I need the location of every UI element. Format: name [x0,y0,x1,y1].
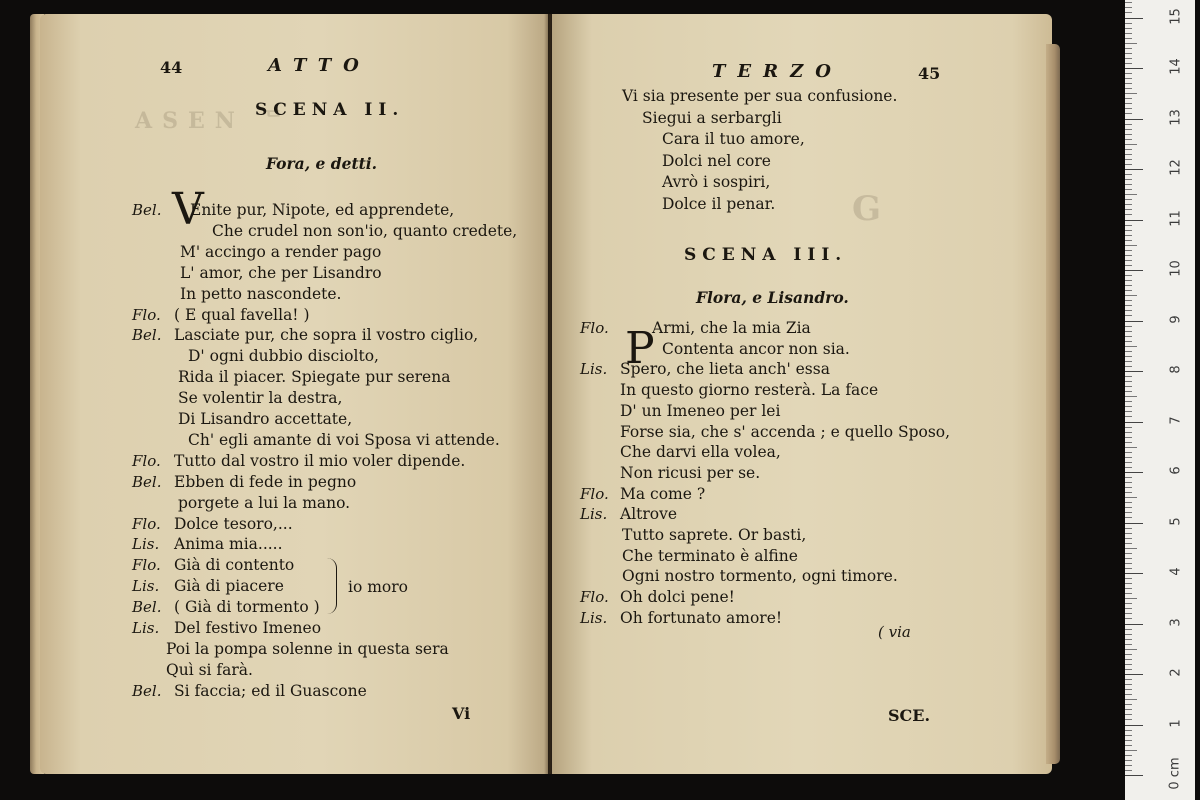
ruler-tick [1125,482,1132,483]
ruler-tick [1125,295,1137,296]
verse-line: Che darvi ella volea, [620,443,781,462]
ruler-tick [1125,462,1132,463]
speaker-label: Bel. [132,598,162,617]
ruler-tick [1125,760,1132,761]
ruler-tick [1125,704,1132,705]
ruler-tick [1125,255,1132,256]
ruler-tick [1125,659,1132,660]
ruler-tick [1125,134,1132,135]
verse-line: Che crudel non son'io, quanto credete, [212,221,518,240]
speaker-label: Lis. [580,505,608,524]
ruler-tick [1125,371,1143,372]
ruler-tick [1125,124,1132,125]
stage-direction: Flora, e Lisandro. [696,288,849,307]
ruler-tick [1125,588,1132,589]
ruler-tick [1125,735,1132,736]
ruler-tick [1125,144,1137,145]
ruler-tick [1125,230,1132,231]
ruler-tick [1125,765,1132,766]
ruler-tick [1125,603,1132,604]
ruler-tick [1125,447,1137,448]
ruler-tick [1125,578,1132,579]
verse-line: Dolce il penar. [662,194,776,213]
speaker-label: Bel. [132,326,162,345]
page-number: 44 [160,58,183,77]
ruler-tick [1125,204,1132,205]
ruler-tick [1125,416,1132,417]
ruler-tick [1125,497,1137,498]
ruler-tick [1125,674,1143,675]
ruler-tick [1125,689,1132,690]
ruler-tick [1125,517,1132,518]
ruler-tick [1125,315,1132,316]
ruler-tick [1125,396,1137,397]
ruler-tick [1125,194,1137,195]
ruler-tick [1125,43,1137,44]
speaker-label: Flo. [132,556,161,575]
ruler-tick [1125,83,1132,84]
ruler-number: 12 [1168,159,1184,176]
ruler-tick [1125,139,1132,140]
verse-line: Ogni nostro tormento, ogni timore. [622,567,898,586]
ruler-tick [1125,103,1132,104]
ruler-tick [1125,159,1132,160]
verse-line: Ch' egli amante di voi Sposa vi attende. [188,430,500,449]
verse-line: Vi sia presente per sua confusione. [622,87,898,105]
ruler-tick [1125,7,1132,8]
ruler-tick [1125,361,1132,362]
running-head: TERZO [712,61,843,82]
left-page [40,14,548,774]
verse-line: Cara il tuo amore, [662,130,805,148]
ruler-tick [1125,634,1132,635]
ruler-tick [1125,240,1132,241]
verse-line: L' amor, che per Lisandro [180,263,382,282]
verse-line: Ma come ? [620,484,706,503]
scene-title: SCENA III. [684,245,848,265]
ruler-tick [1125,730,1132,731]
verse-line: Spero, che lieta anch' essa [620,360,830,379]
ruler-tick [1125,235,1132,236]
ruler-tick [1125,356,1132,357]
ruler-tick [1125,113,1132,114]
ruler-tick [1125,583,1132,584]
ruler-tick [1125,694,1132,695]
ruler-tick [1125,169,1143,170]
ruler-tick [1125,613,1132,614]
ruler-tick [1125,265,1132,266]
ruler-tick [1125,199,1132,200]
ruler-tick [1125,2,1132,3]
ruler-tick [1125,48,1132,49]
ruler-number: 13 [1168,108,1184,126]
stage-direction: Fora, e detti. [266,154,378,173]
ruler-tick [1125,644,1132,645]
ruler-tick [1125,558,1132,559]
verse-line: ( Già di tormento ) [174,598,320,617]
ruler-tick [1125,553,1132,554]
speaker-label: Flo. [580,588,609,607]
ruler-tick [1125,452,1132,453]
verse-line: Contenta ancor non sia. [662,339,850,358]
right-page [552,14,1052,774]
ruler-tick [1125,214,1132,215]
ruler-tick [1125,179,1132,180]
ruler-tick [1125,225,1132,226]
ruler-tick [1125,119,1143,120]
verse-line: Già di piacere [174,577,284,596]
verse-line: Avrò i sospiri, [662,173,771,191]
verse-line: Rida il piacer. Spiegate pur serena [178,368,451,387]
ruler-tick [1125,12,1132,13]
verse-line: Siegui a serbargli [642,108,782,127]
verse-line: Tutto dal vostro il mio voler dipende. [174,451,466,470]
ruler-tick [1125,78,1132,79]
ruler-tick [1125,427,1132,428]
verse-line: Altrove [620,505,678,524]
drop-cap: P [625,323,655,374]
ruler-tick [1125,639,1132,640]
ruler-tick [1125,725,1143,726]
ruler-tick [1125,709,1132,710]
ruler-tick [1125,270,1143,271]
ruler-tick [1125,336,1132,337]
ruler-tick [1125,563,1132,564]
ruler-number: 8 [1168,365,1184,374]
ruler-tick [1125,492,1132,493]
ruler-tick [1125,629,1132,630]
catchword: Vi [452,704,471,723]
speaker-label: Flo. [580,484,609,503]
ruler-tick [1125,411,1132,412]
ruler-tick [1125,189,1132,190]
verse-line: Che terminato è alfine [622,546,798,565]
ruler-tick [1125,538,1132,539]
ruler-tick [1125,442,1132,443]
measuring-ruler [1125,0,1195,800]
ruler-tick [1125,775,1143,776]
ruler-number: 10 [1168,260,1184,277]
ruler-tick [1125,533,1132,534]
scene-title: SCENA II. [255,100,405,120]
ruler-tick [1125,280,1132,281]
ruler-tick [1125,457,1132,458]
ruler-tick [1125,568,1132,569]
ruler-tick [1125,543,1132,544]
ruler-tick [1125,487,1132,488]
show-through-text: ASEN ᄃ [135,108,294,134]
ruler-tick [1125,184,1132,185]
ruler-tick [1125,391,1132,392]
speaker-label: Bel. [132,681,162,700]
ruler-tick [1125,740,1132,741]
ruler-tick [1125,305,1132,306]
ruler-number: 14 [1168,58,1184,75]
ruler-tick [1125,755,1132,756]
ruler-tick [1125,432,1132,433]
verse-line: Tutto saprete. Or basti, [622,526,807,544]
ruler-tick [1125,260,1132,261]
ruler-tick [1125,341,1132,342]
ruler-tick [1125,18,1143,19]
ruler-tick [1125,376,1132,377]
ruler-tick [1125,598,1137,599]
ruler-tick [1125,38,1132,39]
ruler-tick [1125,523,1143,524]
ruler-number: 1 [1168,718,1184,728]
ruler-tick [1125,326,1132,327]
ruler-tick [1125,174,1132,175]
ruler-tick [1125,684,1132,685]
page-number: 45 [918,64,941,83]
verse-line: D' un Imeneo per lei [620,401,781,420]
verse-line: Del festivo Imeneo [174,619,322,637]
ruler-tick [1125,346,1137,347]
verse-line: porgete a lui la mano. [178,493,351,512]
ruler-tick [1125,477,1132,478]
ruler-number: 0 cm [1167,757,1183,790]
ruler-tick [1125,472,1143,473]
ruler-tick [1125,467,1132,468]
ruler-tick [1125,386,1132,387]
ruler-tick [1125,321,1143,322]
verse-line: Armi, che la mia Zia [652,319,811,337]
ruler-tick [1125,149,1132,150]
speaker-label: Lis. [132,619,160,637]
verse-line: M' accingo a render pago [180,242,382,261]
speaker-label: Bel. [132,472,162,491]
ruler-tick [1125,669,1132,670]
ruler-tick [1125,68,1143,69]
verse-line: Non ricusi per se. [620,463,761,482]
ruler-number: 5 [1168,516,1184,526]
right-page-edge [1046,44,1060,764]
speaker-label: Flo. [132,305,161,324]
ruler-number: 3 [1168,617,1184,627]
ruler-tick [1125,719,1132,720]
ruler-tick [1125,528,1132,529]
ruler-tick [1125,750,1137,751]
ruler-tick [1125,73,1132,74]
verse-line: Dolci nel core [662,151,771,170]
running-head: ATTO [268,55,371,76]
show-through-text: G [852,189,892,229]
ruler-tick [1125,63,1132,64]
ruler-number: 9 [1168,314,1184,324]
brace [326,558,337,614]
ruler-tick [1125,654,1132,655]
ruler-tick [1125,714,1132,715]
ruler-tick [1125,23,1132,24]
ruler-number: 15 [1168,7,1184,25]
ruler-tick [1125,93,1137,94]
verse-line: Oh fortunato amore! [620,608,783,627]
ruler-tick [1125,245,1137,246]
ruler-number: 2 [1168,668,1184,677]
speaker-label: Flo. [580,319,609,337]
ruler-number: 4 [1168,567,1184,576]
ruler-number: 7 [1168,415,1184,425]
ruler-tick [1125,401,1132,402]
ruler-tick [1125,679,1132,680]
verse-line: In questo giorno resterà. La face [620,381,879,400]
verse-line: Lasciate pur, che sopra il vostro ciglio, [174,326,479,345]
ruler-tick [1125,53,1132,54]
ruler-tick [1125,300,1132,301]
verse-line: Ebben di fede in pegno [174,472,357,491]
verse-line: Dolce tesoro,... [174,514,293,533]
ruler-tick [1125,250,1132,251]
ruler-tick [1125,507,1132,508]
ruler-tick [1125,209,1132,210]
ruler-tick [1125,290,1132,291]
ruler-tick [1125,366,1132,367]
ruler-tick [1125,351,1132,352]
ruler-tick [1125,108,1132,109]
ruler-tick [1125,310,1132,311]
verse-line: Enite pur, Nipote, ed apprendete, [190,201,455,219]
speaker-label: Lis. [132,535,160,554]
ruler-tick [1125,98,1132,99]
speaker-label: Flo. [132,451,161,470]
ruler-tick [1125,548,1137,549]
verse-line: Già di contento [174,556,295,575]
ruler-number: 11 [1168,209,1184,227]
exit-direction: ( via [878,623,911,641]
ruler-tick [1125,28,1132,29]
verse-line: In petto nascondete. [180,284,342,303]
ruler-tick [1125,33,1132,34]
ruler-tick [1125,285,1132,286]
speaker-label: Lis. [580,360,608,379]
ruler-tick [1125,129,1132,130]
verse-line: Oh dolci pene! [620,588,735,607]
ruler-tick [1125,406,1132,407]
ruler-tick [1125,512,1132,513]
speaker-label: Lis. [132,577,160,596]
ruler-tick [1125,220,1143,221]
drop-cap: V [172,184,204,235]
ruler-tick [1125,331,1132,332]
ruler-tick [1125,745,1132,746]
ruler-tick [1125,437,1132,438]
ruler-tick [1125,422,1143,423]
ruler-number: 6 [1168,466,1184,475]
verse-line: D' ogni dubbio disciolto, [188,347,379,366]
speaker-label: Bel. [132,201,162,219]
ruler-tick [1125,88,1132,89]
brace-label: io moro [348,578,408,596]
ruler-tick [1125,58,1132,59]
ruler-tick [1125,624,1143,625]
ruler-tick [1125,699,1137,700]
speaker-label: Lis. [580,608,608,627]
ruler-tick [1125,275,1132,276]
ruler-tick [1125,608,1132,609]
ruler-tick [1125,502,1132,503]
catchword: SCE. [888,706,931,725]
verse-line: Quì si farà. [166,660,253,679]
ruler-tick [1125,573,1143,574]
ruler-tick [1125,164,1132,165]
ruler-tick [1125,593,1132,594]
verse-line: Se volentir la destra, [178,389,343,408]
verse-line: ( E qual favella! ) [174,305,310,324]
speaker-label: Flo. [132,514,161,533]
verse-line: Forse sia, che s' accenda ; e quello Sposo, [620,422,951,441]
verse-line: Poi la pompa solenne in questa sera [166,639,449,658]
ruler-tick [1125,770,1132,771]
ruler-tick [1125,664,1132,665]
verse-line: Si faccia; ed il Guascone [174,681,367,700]
verse-line: Anima mia..... [174,535,283,554]
ruler-tick [1125,649,1137,650]
ruler-tick [1125,618,1132,619]
ruler-tick [1125,154,1132,155]
ruler-tick [1125,381,1132,382]
verse-line: Di Lisandro accettate, [178,410,353,428]
